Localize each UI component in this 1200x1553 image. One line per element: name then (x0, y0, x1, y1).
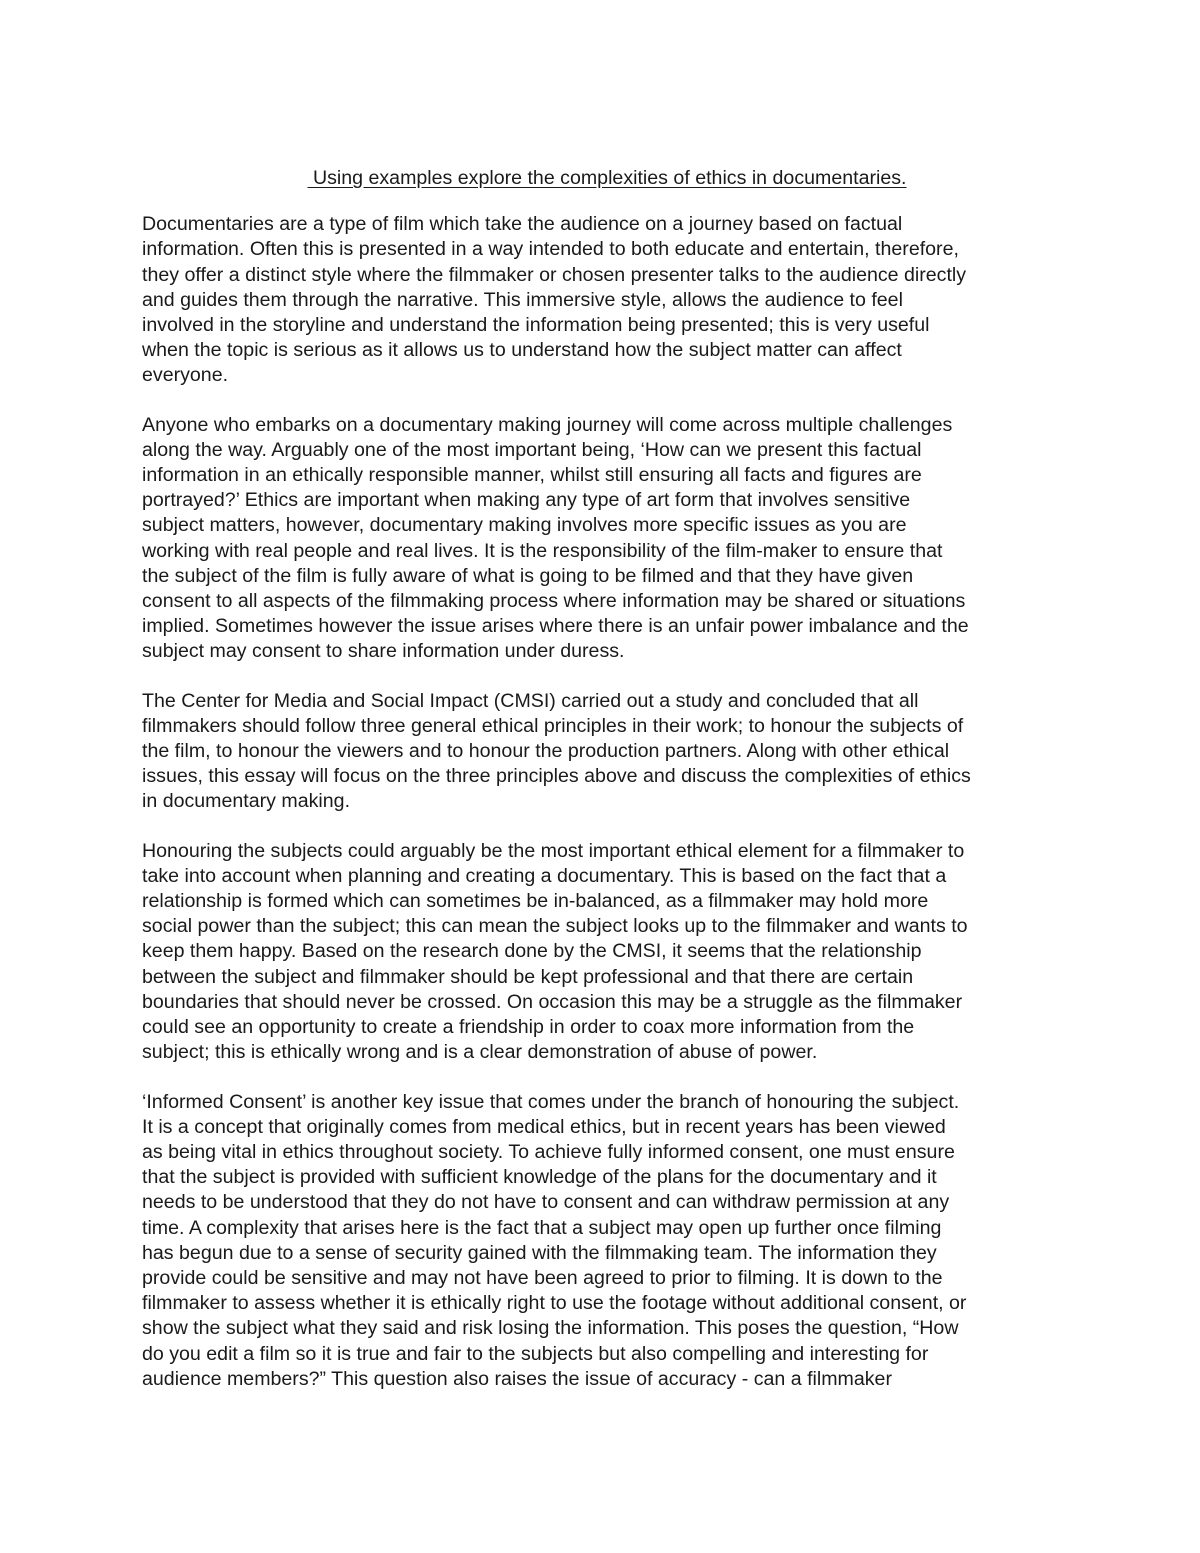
text-line: portrayed?’ Ethics are important when making any type of art form that involves sensitive (142, 489, 911, 512)
text-line: working with real people and real lives. It is the responsibility of the film-maker to ensure that (142, 539, 943, 562)
text-line: the subject of the film is fully aware of what is going to be filmed and that they have given (142, 564, 914, 587)
spacer (142, 191, 1072, 212)
text-line: that the subject is provided with sufficient knowledge of the plans for the documentary and it (142, 1166, 937, 1189)
paragraph-informed-consent (142, 1090, 1072, 1392)
text-line: subject may consent to share information under duress. (142, 640, 625, 663)
text-line: everyone. (142, 364, 229, 387)
text-line: issues, this essay will focus on the three principles above and discuss the complexities of ethics (142, 765, 971, 788)
spacer (142, 665, 1072, 689)
text-line: time. A complexity that arises here is the fact that a subject may open up further once filming (142, 1216, 942, 1239)
document-body (142, 166, 1072, 1392)
text-line: subject; this is ethically wrong and is a clear demonstration of abuse of power. (142, 1041, 818, 1064)
paragraph-honouring-subjects (142, 839, 1072, 1066)
text-line: Anyone who embarks on a documentary making journey will come across multiple challenges (142, 413, 953, 436)
paragraph-challenges (142, 413, 1072, 665)
spacer (142, 389, 1072, 413)
text-line: information in an ethically responsible manner, whilst still ensuring all facts and figures are (142, 464, 922, 487)
text-line: take into account when planning and creating a documentary. This is based on the fact that a (142, 864, 947, 887)
text-line: audience members?” This question also raises the issue of accuracy - can a filmmaker (142, 1367, 892, 1390)
text-line: along the way. Arguably one of the most important being, ‘How can we present this factual (142, 438, 922, 461)
text-line: show the subject what they said and risk losing the information. This poses the question, “How (142, 1317, 959, 1340)
text-line: information. Often this is presented in a way intended to both educate and entertain, therefore, (142, 238, 959, 261)
text-line: The Center for Media and Social Impact (CMSI) carried out a study and concluded that all (142, 689, 919, 712)
text-line: could see an opportunity to create a friendship in order to coax more information from the (142, 1016, 915, 1039)
text-line: when the topic is serious as it allows us to understand how the subject matter can affect (142, 339, 902, 362)
text-line: Documentaries are a type of film which take the audience on a journey based on factual (142, 213, 903, 236)
text-line: as being vital in ethics throughout society. To achieve fully informed consent, one must ensure (142, 1140, 955, 1163)
text-line: consent to all aspects of the filmmaking process where information may be shared or situations (142, 590, 966, 613)
spacer (142, 815, 1072, 839)
paragraph-cmsi (142, 689, 1072, 815)
text-line: filmmakers should follow three general ethical principles in their work; to honour the subjects of (142, 714, 964, 737)
text-line: involved in the storyline and understand the information being presented; this is very useful (142, 314, 930, 337)
text-line: Honouring the subjects could arguably be the most important ethical element for a filmmaker to (142, 839, 965, 862)
text-line: relationship is formed which can sometimes be in-balanced, as a filmmaker may hold more (142, 890, 929, 913)
text-line: and guides them through the narrative. This immersive style, allows the audience to feel (142, 288, 903, 311)
text-line: needs to be understood that they do not have to consent and can withdraw permission at any (142, 1191, 950, 1214)
text-line: provide could be sensitive and may not have been agreed to prior to filming. It is down to the (142, 1266, 943, 1289)
text-line: ‘Informed Consent’ is another key issue that comes under the branch of honouring the subject. (142, 1090, 960, 1113)
spacer (142, 1066, 1072, 1090)
text-line: keep them happy. Based on the research done by the CMSI, it seems that the relationship (142, 940, 922, 963)
text-line: filmmaker to assess whether it is ethically right to use the footage without additional consent, or (142, 1292, 967, 1315)
text-line: they offer a distinct style where the filmmaker or chosen presenter talks to the audience directly (142, 263, 967, 286)
essay-title: Using examples explore the complexities of ethics in documentaries. (307, 167, 907, 189)
text-line: It is a concept that originally comes from medical ethics, but in recent years has been viewed (142, 1115, 946, 1138)
text-line: boundaries that should never be crossed. On occasion this may be a struggle as the filmmaker (142, 990, 963, 1013)
text-line: has begun due to a sense of security gained with the filmmaking team. The information they (142, 1241, 937, 1264)
text-line: do you edit a film so it is true and fair to the subjects but also compelling and interesting for (142, 1342, 929, 1365)
text-line: between the subject and filmmaker should be kept professional and that there are certain (142, 965, 914, 988)
text-line: in documentary making. (142, 790, 351, 813)
text-line: implied. Sometimes however the issue arises where there is an unfair power imbalance and the (142, 615, 969, 638)
paragraph-intro (142, 212, 1072, 388)
text-line: the film, to honour the viewers and to honour the production partners. Along with other ethical (142, 740, 950, 763)
text-line: social power than the subject; this can mean the subject looks up to the filmmaker and wants to (142, 915, 968, 938)
text-line: subject matters, however, documentary making involves more specific issues as you are (142, 514, 907, 537)
